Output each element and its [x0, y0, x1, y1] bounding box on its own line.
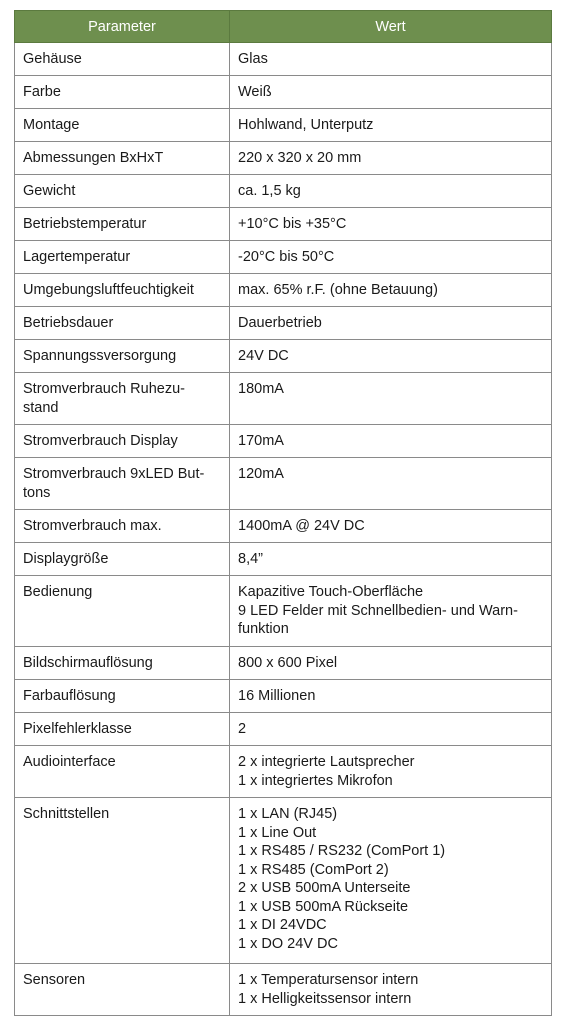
table-row [15, 798, 552, 964]
parameter-cell: Stromverbrauch Ruhezu- stand [15, 373, 230, 425]
parameter-cell: Stromverbrauch Display [15, 425, 230, 458]
parameter-cell: Bedienung [15, 576, 230, 647]
value-cell: 8,4” [230, 543, 552, 576]
parameter-cell: Stromverbrauch 9xLED But- tons [15, 458, 230, 510]
value-cell: -20°C bis 50°C [230, 241, 552, 274]
table-row [15, 274, 552, 307]
parameter-cell: Sensoren [15, 964, 230, 1016]
value-cell: max. 65% r.F. (ohne Betauung) [230, 274, 552, 307]
value-cell: 16 Millionen [230, 680, 552, 713]
parameter-cell: Pixelfehlerklasse [15, 713, 230, 746]
parameter-cell: Betriebsdauer [15, 307, 230, 340]
parameter-cell: Schnittstellen [15, 798, 230, 964]
table-row [15, 43, 552, 76]
table-header-row [15, 11, 552, 43]
header-parameter: Parameter [15, 11, 230, 43]
table-row [15, 425, 552, 458]
parameter-cell: Lagertemperatur [15, 241, 230, 274]
value-cell: 24V DC [230, 340, 552, 373]
value-cell: Glas [230, 43, 552, 76]
value-cell: 170mA [230, 425, 552, 458]
parameter-cell: Spannungssversorgung [15, 340, 230, 373]
spec-table [14, 10, 552, 1016]
value-cell: Dauerbetrieb [230, 307, 552, 340]
parameter-cell: Bildschirmauflösung [15, 647, 230, 680]
value-cell: 120mA [230, 458, 552, 510]
value-cell: +10°C bis +35°C [230, 208, 552, 241]
header-wert: Wert [230, 11, 552, 43]
table-row [15, 647, 552, 680]
table-row [15, 175, 552, 208]
table-row [15, 373, 552, 425]
parameter-cell: Farbe [15, 76, 230, 109]
parameter-cell: Displaygröße [15, 543, 230, 576]
parameter-cell: Montage [15, 109, 230, 142]
value-cell: Kapazitive Touch-Oberfläche 9 LED Felder mit Schnellbedien- und Warn- funktion [230, 576, 552, 647]
value-cell: 1 x LAN (RJ45) 1 x Line Out 1 x RS485 / RS232 (ComPort 1) 1 x RS485 (ComPort 2) 2 x USB 500mA Unterseite 1 x USB 500mA Rückseite 1 x DI 24VDC 1 x DO 24V DC [230, 798, 552, 964]
table-row [15, 458, 552, 510]
table-row [15, 307, 552, 340]
table-row [15, 964, 552, 1016]
value-cell: Hohlwand, Unterputz [230, 109, 552, 142]
table-row [15, 576, 552, 647]
parameter-cell: Umgebungsluftfeuchtigkeit [15, 274, 230, 307]
table-row [15, 208, 552, 241]
table-row [15, 543, 552, 576]
value-cell: 1 x Temperatursensor intern 1 x Helligkeitssensor intern [230, 964, 552, 1016]
value-cell: 800 x 600 Pixel [230, 647, 552, 680]
parameter-cell: Gehäuse [15, 43, 230, 76]
spec-table-container [14, 10, 551, 1016]
table-row [15, 510, 552, 543]
table-row [15, 76, 552, 109]
value-cell: Weiß [230, 76, 552, 109]
parameter-cell: Gewicht [15, 175, 230, 208]
value-cell: 2 [230, 713, 552, 746]
value-cell: 180mA [230, 373, 552, 425]
table-row [15, 241, 552, 274]
parameter-cell: Audiointerface [15, 746, 230, 798]
table-row [15, 340, 552, 373]
parameter-cell: Stromverbrauch max. [15, 510, 230, 543]
value-cell: 2 x integrierte Lautsprecher 1 x integriertes Mikrofon [230, 746, 552, 798]
table-row [15, 713, 552, 746]
parameter-cell: Farbauflösung [15, 680, 230, 713]
parameter-cell: Abmessungen BxHxT [15, 142, 230, 175]
table-row [15, 142, 552, 175]
parameter-cell: Betriebstemperatur [15, 208, 230, 241]
value-cell: 220 x 320 x 20 mm [230, 142, 552, 175]
table-row [15, 109, 552, 142]
table-row [15, 680, 552, 713]
value-cell: ca. 1,5 kg [230, 175, 552, 208]
value-cell: 1400mA @ 24V DC [230, 510, 552, 543]
table-row [15, 746, 552, 798]
